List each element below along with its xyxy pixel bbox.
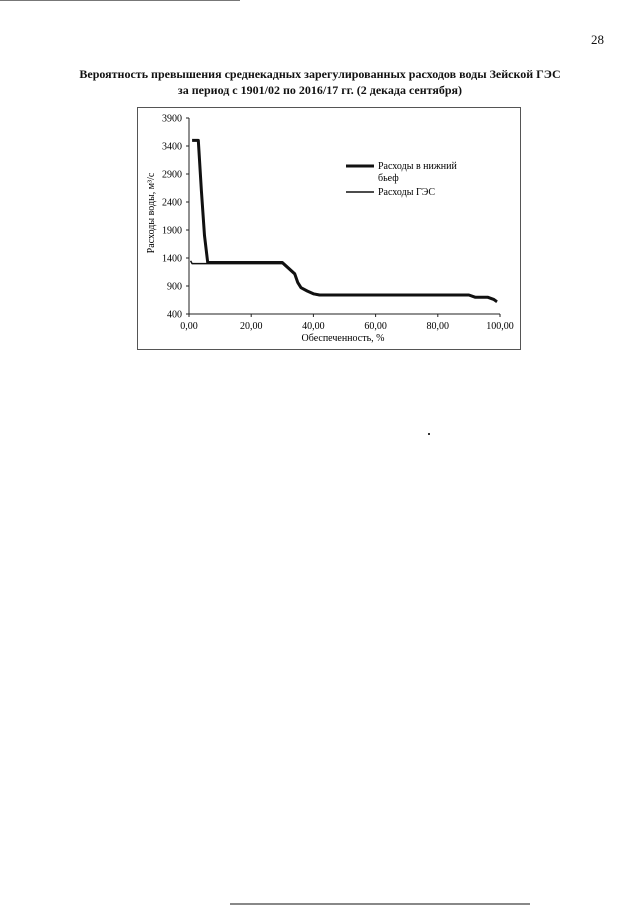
chart-frame [137, 107, 521, 350]
x-tick-label: 40,00 [302, 321, 325, 332]
series-line-2 [191, 261, 497, 302]
y-tick-label: 400 [167, 309, 182, 321]
x-tick-label: 80,00 [426, 321, 450, 332]
y-tick-label: 3400 [162, 141, 182, 153]
y-tick-label: 900 [167, 281, 182, 293]
x-tick-label: 20,00 [239, 321, 263, 332]
y-axis-label: Расходы воды, м³/с [146, 172, 157, 254]
x-tick-label: 60,00 [364, 321, 387, 332]
y-tick-label: 1400 [162, 253, 182, 265]
chart-svg [138, 108, 520, 349]
legend [346, 161, 457, 198]
legend-label-1-line-1: Расходы в нижний [378, 161, 457, 172]
axes [189, 118, 500, 314]
chart-title-line-1: Вероятность превышения среднекадных зарегулированных расходов воды Зейской ГЭС [79, 67, 561, 81]
y-tick-label: 2900 [162, 169, 182, 181]
x-axis-label: Обеспеченность, % [301, 333, 385, 344]
page-number: 28 [591, 32, 604, 47]
scan-speck [428, 433, 430, 435]
y-tick-label: 2400 [162, 197, 182, 209]
legend-label-2: Расходы ГЭС [378, 187, 435, 198]
x-tick-label: 0,00 [180, 321, 198, 332]
y-tick-label: 1900 [162, 225, 182, 237]
y-tick-label: 3900 [162, 113, 182, 125]
legend-label-1-line-2: бьеф [378, 173, 399, 184]
ticks [162, 114, 514, 333]
x-tick-label: 100,00 [486, 321, 514, 332]
chart-title-line-2: за период с 1901/02 по 2016/17 гг. (2 декада сентября) [177, 83, 463, 97]
top-rule [0, 0, 240, 1]
